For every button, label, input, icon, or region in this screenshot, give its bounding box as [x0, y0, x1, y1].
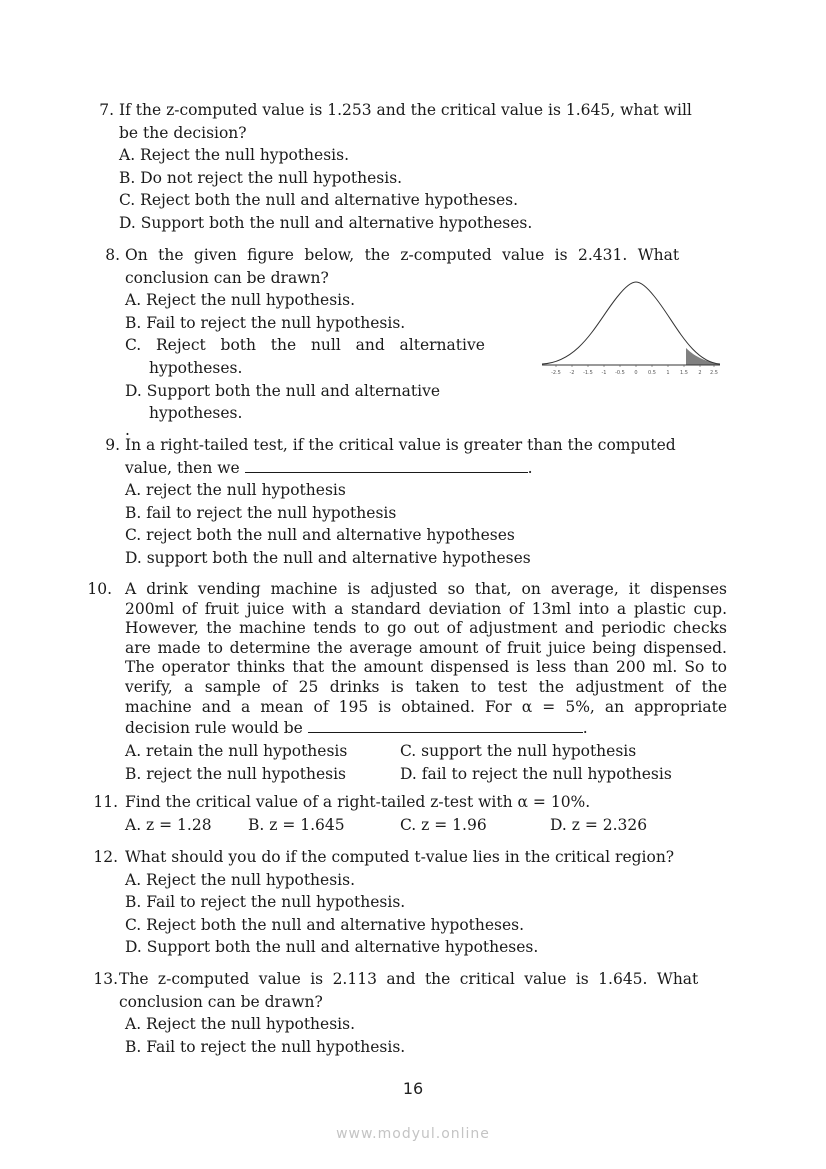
question-text: However, the machine tends to go out of adjustment and periodic checks	[125, 619, 727, 638]
option-c: C. z = 1.96	[400, 815, 487, 834]
question-number: 11.	[93, 793, 118, 811]
question-text: Find the critical value of a right-tailed z-test with α = 10%.	[125, 793, 591, 811]
question-text: be the decision?	[119, 123, 247, 142]
question-text: In a right-tailed test, if the critical value is greater than the computed	[125, 436, 676, 454]
tick-label: 1	[666, 370, 670, 376]
period: .	[582, 719, 588, 738]
option-c: C. Reject both the null and alternative	[125, 336, 485, 355]
question-number: 10.	[87, 580, 112, 598]
tick-label: -2	[569, 370, 575, 376]
question-text: decision rule would be	[125, 719, 303, 738]
tick-label: -1.5	[583, 370, 593, 376]
option-a: A. reject the null hypothesis	[125, 481, 346, 500]
question-text: verify, a sample of 25 drinks is taken to test the adjustment of the	[125, 677, 727, 696]
right-tail-shaded-region	[686, 348, 720, 365]
option-b: B. Fail to reject the null hypothesis.	[125, 313, 406, 332]
answer-blank	[308, 717, 583, 733]
question-text: are made to determine the average amount of fruit juice being dispensed.	[125, 638, 727, 657]
question-number: 12.	[93, 848, 118, 866]
question-number: 7.	[99, 101, 114, 119]
page-number: 16	[402, 1079, 424, 1098]
watermark: www.modyul.online	[336, 1126, 490, 1142]
tick-label: -0.5	[615, 370, 625, 376]
question-text: conclusion can be drawn?	[125, 268, 329, 287]
tick-label: 2.5	[710, 370, 718, 376]
option-c: C. Reject both the null and alternative hypotheses.	[125, 915, 525, 934]
normal-curve-figure	[536, 278, 726, 380]
option-a: A. Reject the null hypothesis.	[119, 146, 349, 165]
option-c-continued: hypotheses.	[149, 358, 243, 377]
tick-label: -1	[601, 370, 607, 376]
question-text: The z-computed value is 2.113 and the critical value is 1.645. What	[119, 970, 699, 988]
option-b: B. reject the null hypothesis	[125, 764, 347, 783]
bell-curve	[542, 282, 720, 364]
option-a: A. Reject the null hypothesis.	[125, 1015, 355, 1034]
option-c: C. reject both the null and alternative hypotheses	[125, 526, 515, 545]
option-b: B. z = 1.645	[248, 815, 345, 834]
period: .	[527, 458, 533, 477]
option-b: B. Fail to reject the null hypothesis.	[125, 1037, 406, 1056]
option-d: D. fail to reject the null hypothesis	[400, 764, 672, 783]
question-text: On the given figure below, the z-computed value is 2.431. What	[125, 246, 680, 264]
tick-label: 1.5	[680, 370, 688, 376]
question-number: 8.	[105, 246, 120, 264]
question-text: value, then we	[125, 458, 240, 477]
option-b: B. Do not reject the null hypothesis.	[119, 168, 403, 187]
question-number: 9.	[105, 436, 120, 454]
question-text: What should you do if the computed t-value lies in the critical region?	[125, 848, 675, 866]
tick-label: -2.5	[551, 370, 561, 376]
tick-label: 2	[698, 370, 702, 376]
question-text: If the z-computed value is 1.253 and the critical value is 1.645, what will	[119, 101, 692, 119]
question-text: conclusion can be drawn?	[119, 992, 323, 1011]
option-c: C. support the null hypothesis	[400, 741, 637, 760]
question-number: 13.	[93, 970, 118, 988]
tick-label: 0	[634, 370, 638, 376]
question-text: machine and a mean of 195 is obtained. For α = 5%, an appropriate	[125, 697, 727, 716]
option-d: D. Support both the null and alternative hypotheses.	[119, 213, 533, 232]
question-text: The operator thinks that the amount dispensed is less than 200 ml. So to	[125, 658, 727, 677]
question-text: A drink vending machine is adjusted so that, on average, it dispenses	[125, 580, 727, 598]
tick-label: 0.5	[648, 370, 656, 376]
option-a: A. Reject the null hypothesis.	[125, 291, 355, 310]
stray-dot: .	[125, 420, 130, 439]
option-d: D. support both the null and alternative hypotheses	[125, 548, 531, 567]
option-a: A. retain the null hypothesis	[125, 741, 348, 760]
question-text: 200ml of fruit juice with a standard deviation of 13ml into a plastic cup.	[125, 599, 727, 618]
option-b: B. Fail to reject the null hypothesis.	[125, 893, 406, 912]
option-b: B. fail to reject the null hypothesis	[125, 503, 397, 522]
option-d: D. Support both the null and alternative	[125, 381, 441, 400]
option-d-continued: hypotheses.	[149, 404, 243, 423]
option-d: D. z = 2.326	[550, 815, 648, 834]
answer-blank	[245, 457, 528, 473]
option-c: C. Reject both the null and alternative hypotheses.	[119, 191, 519, 210]
option-a: A. Reject the null hypothesis.	[125, 870, 355, 889]
option-d: D. Support both the null and alternative hypotheses.	[125, 938, 539, 957]
option-a: A. z = 1.28	[125, 815, 212, 834]
